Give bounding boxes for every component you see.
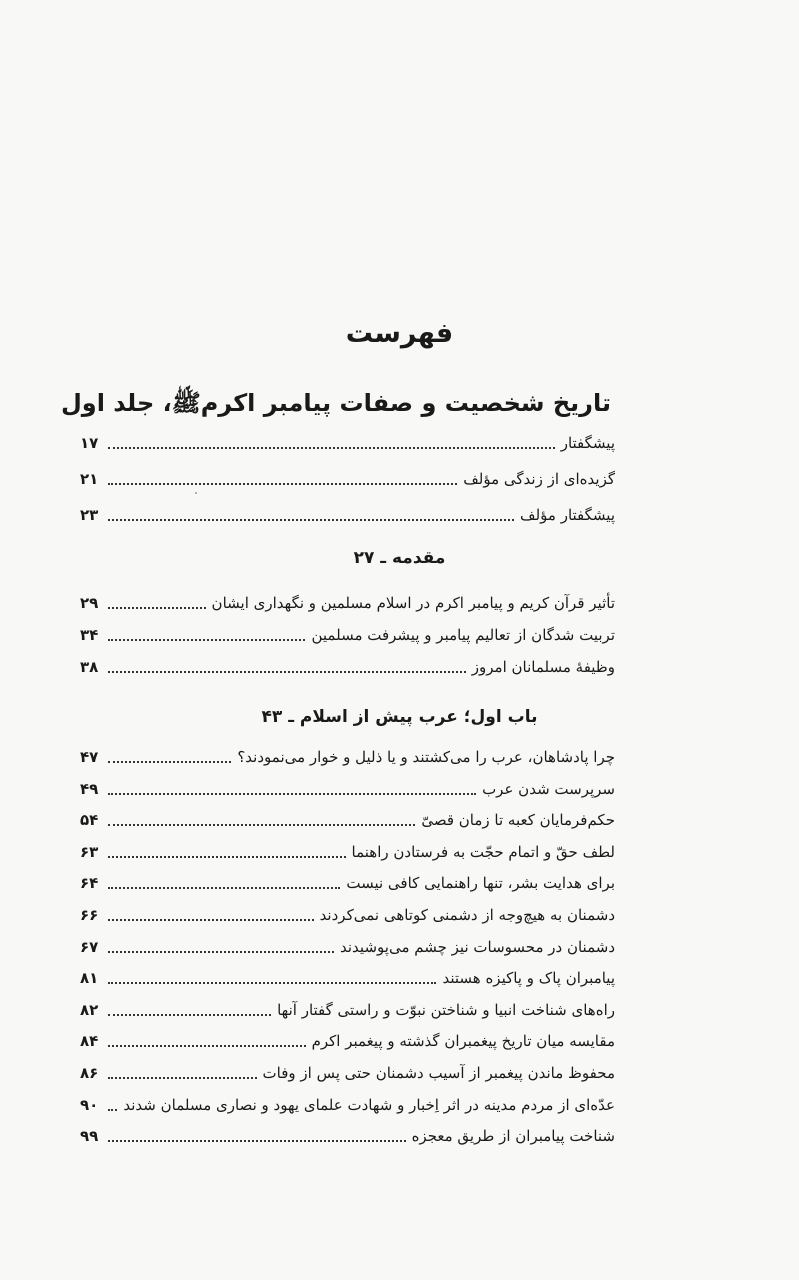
toc-entry-title: پیشگفتار مؤلف	[520, 506, 615, 524]
toc-entry-page: ۹۹	[80, 1127, 99, 1146]
toc-entry-title: دشمنان در محسوسات نیز چشم می‌پوشیدند	[340, 937, 615, 956]
dot-leader	[108, 824, 415, 826]
toc-entry-title: چرا پادشاهان، عرب را می‌کشتند و یا ذلیل و خوار می‌نمودند؟	[237, 748, 615, 766]
toc-entry-page: ۸۶	[80, 1064, 99, 1082]
toc-entry-title: لطف حقّ و اتمام حجّت به فرستادن راهنما	[351, 842, 615, 861]
dot-leader	[108, 607, 206, 609]
toc-entry-page: ۱۷	[80, 434, 99, 452]
toc-entry	[80, 870, 615, 896]
toc-entry	[80, 776, 615, 802]
toc-entry	[80, 654, 615, 680]
intro-heading: مقدمه ـ ۲۷	[353, 548, 446, 568]
dot-leader	[108, 1140, 406, 1142]
toc-entry-page: ۶۷	[80, 937, 99, 956]
toc-entry-page: ۶۴	[80, 874, 99, 893]
toc-entry	[80, 622, 615, 648]
toc-entry-title: گزیده‌ای از زندگی مؤلف	[463, 470, 615, 488]
dot-leader	[108, 483, 457, 485]
volume-title: تاریخ شخصیت و صفات پیامبر اکرمﷺ، جلد اول	[60, 389, 611, 417]
dot-leader	[108, 447, 555, 449]
chapter1-heading: باب اول؛ عرب پیش از اسلام ـ ۴۳	[261, 707, 538, 727]
toc-entry-page: ۳۸	[80, 658, 99, 676]
dot-leader	[108, 671, 466, 673]
dot-leader	[108, 856, 346, 858]
toc-entry	[80, 1060, 615, 1086]
toc-entry-title: تأثیر قرآن کریم و پیامبر اکرم در اسلام مسلمین و نگهداری ایشان	[211, 594, 615, 612]
toc-entry	[80, 934, 615, 960]
toc-entry-title: پیشگفتار	[560, 434, 615, 452]
toc-entry-title: عدّه‌ای از مردم مدینه در اثر اِخبار و شهادت علمای یهود و نصاری مسلمان شدند	[123, 1095, 615, 1114]
dot-leader	[108, 1045, 306, 1047]
dot-leader	[108, 639, 305, 641]
toc-entry-page: ۴۷	[80, 748, 99, 766]
toc-entry-title: مقایسه میان تاریخ پیغمبران گذشته و پیغمبر اکرم	[311, 1032, 615, 1051]
toc-entry	[80, 1123, 615, 1149]
toc-entry	[80, 466, 615, 492]
toc-entry-page: ۸۴	[80, 1032, 99, 1051]
toc-entry-title: سرپرست شدن عرب	[482, 779, 615, 798]
toc-entry-page: ۲۱	[80, 470, 99, 488]
toc-entry	[80, 997, 615, 1023]
toc-entry-title: راه‌های شناخت انبیا و شناختن نبوّت و راستی گفتار آنها	[277, 1000, 615, 1019]
toc-entry-page: ۸۱	[80, 969, 99, 988]
toc-entry-page: ۴۹	[80, 779, 99, 798]
paper-speck	[195, 492, 197, 494]
toc-entry-title: شناخت پیامبران از طریق معجزه	[411, 1127, 615, 1146]
dot-leader	[108, 761, 231, 763]
toc-entry	[80, 744, 615, 770]
toc-entry-title: محفوظ ماندن پیغمبر از آسیب دشمنان حتی پس از وفات	[262, 1064, 615, 1082]
toc-entry-page: ۵۴	[80, 811, 99, 830]
toc-entry-title: دشمنان به هیچ‌وجه از دشمنی کوتاهی نمی‌کردند	[319, 906, 615, 924]
toc-entry-page: ۶۳	[80, 842, 99, 861]
toc-entry	[80, 1028, 615, 1054]
dot-leader	[108, 951, 334, 953]
dot-leader	[108, 793, 476, 795]
toc-entry	[80, 807, 615, 833]
page-title: فهرست	[345, 318, 454, 349]
dot-leader	[108, 887, 340, 889]
toc-entry	[80, 902, 615, 928]
toc-entry-page: ۹۰	[80, 1095, 99, 1114]
toc-entry-page: ۶۶	[80, 906, 99, 924]
toc-entry	[80, 1092, 615, 1118]
toc-entry	[80, 839, 615, 865]
toc-entry	[80, 430, 615, 456]
toc-entry	[80, 965, 615, 991]
toc-entry-title: پیامبران پاک و پاکیزه هستند	[442, 969, 615, 988]
toc-entry-title: تربیت شدگان از تعالیم پیامبر و پیشرفت مسلمین	[311, 626, 615, 644]
dot-leader	[108, 1014, 271, 1016]
toc-entry-title: برای هدایت بشر، تنها راهنمایی کافی نیست	[346, 874, 615, 893]
toc-entry-page: ۳۴	[80, 626, 99, 644]
toc-entry-page: ۸۲	[80, 1000, 99, 1019]
toc-entry-title: حکم‌فرمایان کعبه تا زمان قصیّ	[421, 811, 615, 830]
toc-entry-page: ۲۳	[80, 506, 99, 524]
dot-leader	[108, 919, 314, 921]
toc-entry	[80, 590, 615, 616]
dot-leader	[108, 982, 436, 984]
dot-leader	[108, 1077, 257, 1079]
toc-entry	[80, 502, 615, 528]
dot-leader	[108, 519, 514, 521]
toc-entry-title: وظیفۀ مسلمانان امروز	[471, 658, 615, 676]
toc-entry-page: ۲۹	[80, 594, 99, 612]
dot-leader	[108, 1109, 117, 1111]
